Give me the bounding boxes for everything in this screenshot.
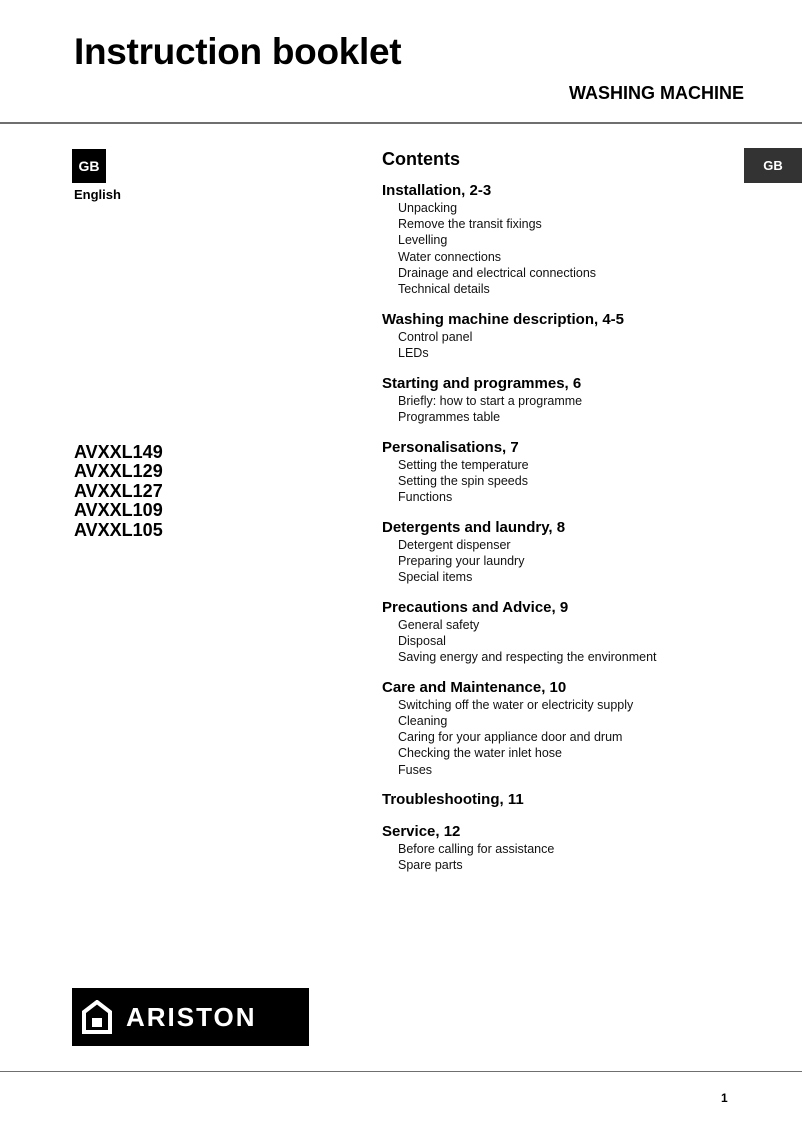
section-item: Before calling for assistance [398,841,555,856]
section-item: Functions [398,489,453,504]
section-item: Unpacking [398,201,458,215]
table-of-contents [382,148,742,887]
model-number: AVXXL109 [74,500,163,521]
section-title: Personalisations, 7 [382,438,519,456]
contents-section [382,791,742,809]
section-item: Disposal [398,633,446,648]
model-list [74,443,163,540]
section-item: Switching off the water or electricity supply [398,697,634,712]
section-item: Remove the transit fixings [398,217,542,232]
contents-section [382,519,742,586]
section-items [382,841,742,873]
contents-section [382,599,742,666]
section-item: Special items [398,570,473,585]
section-item: General safety [398,617,480,632]
contents-section [382,679,742,778]
language-label: English [74,187,121,202]
section-item: Technical details [398,282,490,297]
language-badge: GB [72,149,106,183]
contents-section [382,311,742,361]
house-logo-icon [82,1000,112,1034]
page-title: Instruction booklet [74,31,402,72]
contents-section [382,182,742,297]
section-item: Programmes table [398,409,501,424]
section-title: Washing machine description, 4-5 [382,310,624,328]
section-title: Installation, 2-3 [382,182,492,199]
section-item: Control panel [398,329,473,344]
section-items [382,537,742,586]
section-title: Service, 12 [382,822,461,840]
contents-heading: Contents [382,149,460,169]
section-item: Levelling [398,233,448,248]
bottom-divider [0,1071,802,1072]
page-number: 1 [721,1091,728,1105]
model-number: AVXXL149 [74,442,163,462]
model-number: AVXXL129 [74,461,163,482]
contents-sections [382,182,742,873]
section-item: Saving energy and respecting the environment [398,650,657,665]
section-title: Detergents and laundry, 8 [382,518,566,536]
section-item: Spare parts [398,858,463,873]
section-item: Caring for your appliance door and drum [398,730,623,745]
language-side-tab: GB [744,148,802,183]
section-title: Care and Maintenance, 10 [382,678,567,696]
contents-section [382,439,742,506]
section-item: LEDs [398,345,429,360]
brand-name: ARISTON [126,1002,257,1032]
section-items [382,617,742,666]
section-items [382,393,742,425]
section-item: Water connections [398,249,502,264]
model-number: AVXXL127 [74,480,163,501]
brand-logo [72,988,309,1046]
section-item: Briefly: how to start a programme [398,393,583,408]
section-items [382,200,742,297]
contents-section [382,823,742,873]
contents-section [382,375,742,425]
section-item: Detergent dispenser [398,537,511,552]
section-item: Cleaning [398,714,448,729]
section-item: Fuses [398,762,433,777]
section-item: Setting the temperature [398,457,529,472]
section-title: Starting and programmes, 6 [382,374,582,392]
section-item: Preparing your laundry [398,553,525,568]
section-item: Checking the water inlet hose [398,746,562,761]
section-items [382,329,742,361]
section-title: Troubleshooting, 11 [382,791,524,809]
section-items [382,457,742,506]
section-item: Setting the spin speeds [398,473,528,488]
top-divider [0,122,802,124]
section-title: Precautions and Advice, 9 [382,598,569,616]
model-number: AVXXL105 [74,519,163,540]
document-subtitle: WASHING MACHINE [569,83,744,103]
section-item: Drainage and electrical connections [398,265,597,280]
section-items [382,697,742,778]
